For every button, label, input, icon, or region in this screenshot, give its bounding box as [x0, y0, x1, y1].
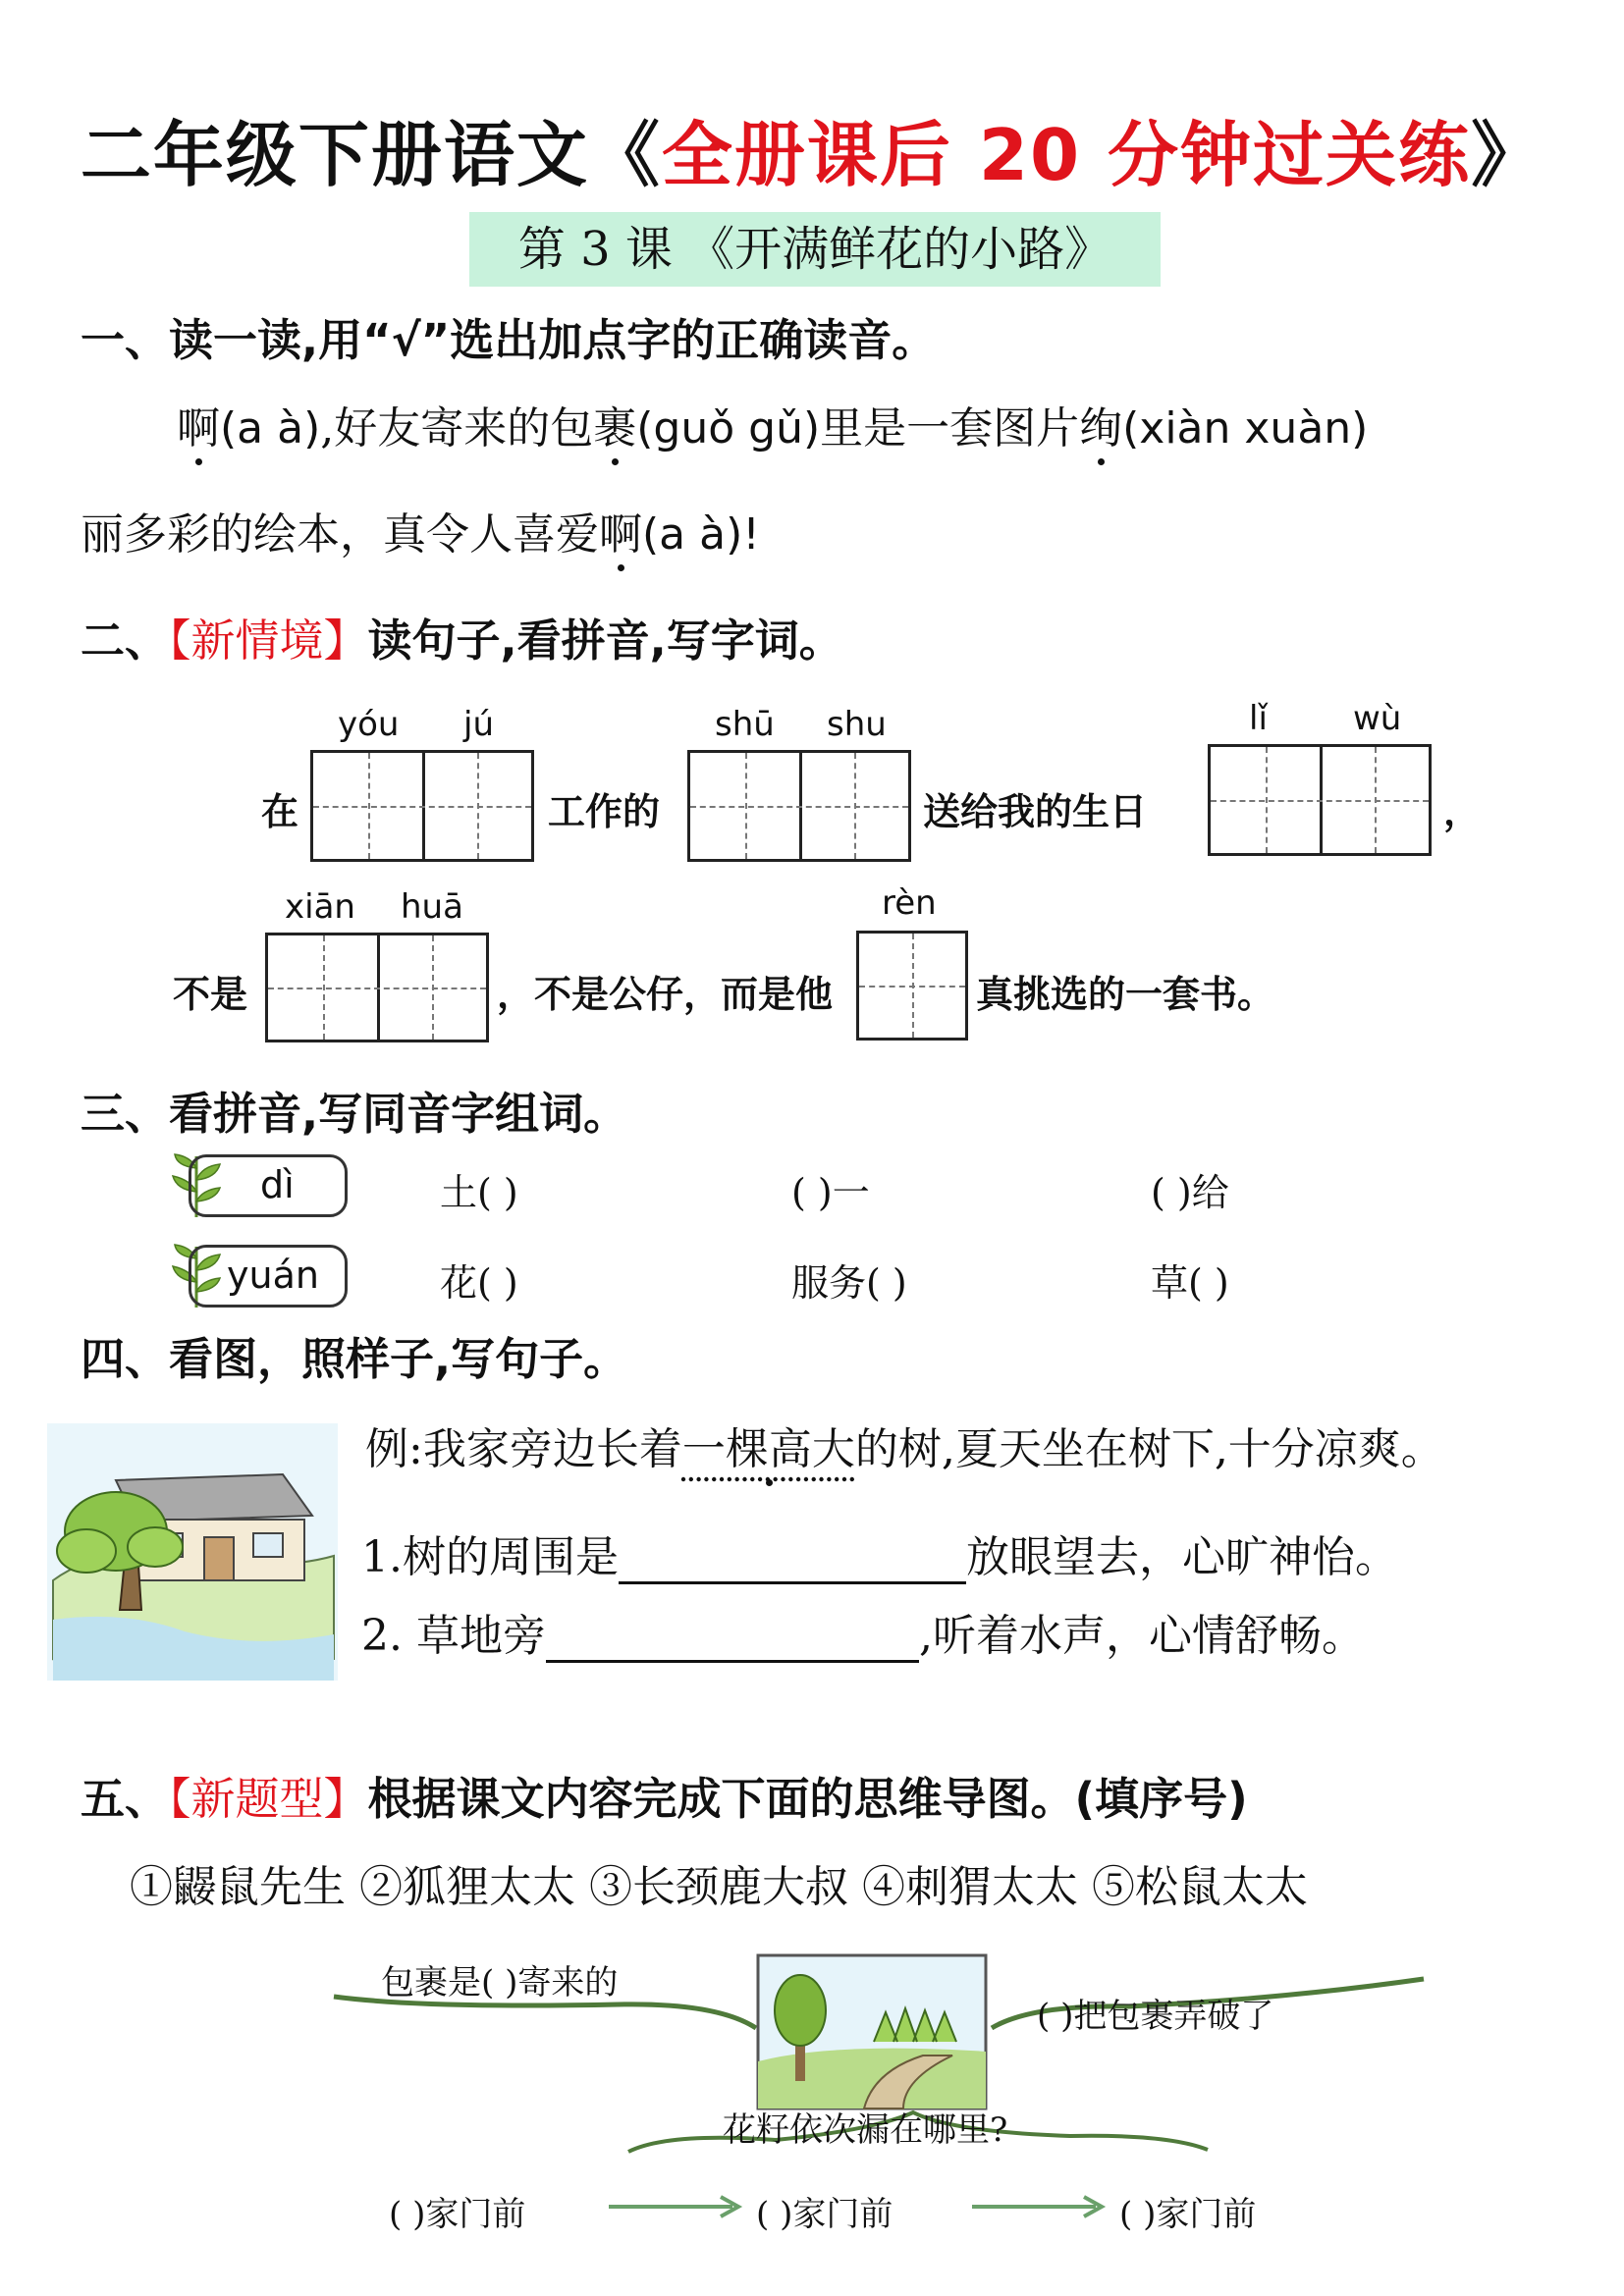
q1-line2 [81, 499, 760, 561]
word-blank[interactable]: ( )给 [1151, 1171, 1229, 1214]
word-blank[interactable]: ( )一 [791, 1171, 870, 1214]
q2-heading [81, 605, 843, 668]
pinyin-label: dì [260, 1163, 295, 1206]
pinyin-pill [189, 1154, 348, 1217]
q2-text: ， [1443, 789, 1482, 833]
writing-grid[interactable] [687, 750, 911, 862]
writing-grid[interactable] [1208, 744, 1432, 856]
q4-sentence-text: 2. 草地旁 [361, 1611, 546, 1661]
pinyin-label: xiān [285, 887, 355, 927]
page-title [0, 98, 1624, 200]
pinyin-label: yuán [227, 1254, 319, 1297]
q1-options-3[interactable]: (xiàn xuàn) [1122, 403, 1369, 454]
pinyin-label: rèn [882, 883, 937, 923]
q4-example-text: 例:我家旁边长着 [365, 1424, 682, 1474]
q1-text: 丽多彩的绘本，真令人喜爱 [81, 509, 599, 560]
q1-dot-char-1: 啊 [177, 393, 220, 455]
pinyin-pill [189, 1245, 348, 1308]
pinyin-label: shu [827, 705, 887, 744]
pinyin-label: wù [1353, 699, 1402, 738]
q4-sentence-text: 放眼望去，心旷神怡。 [965, 1532, 1398, 1582]
q5-num: 五、 [81, 1773, 170, 1825]
q2-heading-text: 读句子,看拼音,写字词。 [367, 614, 843, 667]
q1-options-2[interactable]: (guǒ gǔ) [636, 403, 821, 454]
pinyin-label: jú [463, 705, 494, 744]
map-sequence-1[interactable]: ( )家门前 [389, 2195, 526, 2234]
house-tree-illustration [47, 1423, 338, 1681]
q1-heading: 一、读一读,用“√”选出加点字的正确读音。 [81, 314, 937, 366]
q1-options-4[interactable]: (a à)! [642, 509, 760, 560]
q4-dotted-phrase: 一棵高大 [682, 1414, 855, 1476]
path-tree-illustration [756, 1953, 988, 2110]
pinyin-label: huā [401, 887, 463, 927]
map-branch-right[interactable]: ( )把包裹弄破了 [1037, 1997, 1274, 2036]
q5-tag: 【新题型】 [169, 1773, 368, 1825]
map-sequence-2[interactable]: ( )家门前 [756, 2195, 893, 2234]
word-blank[interactable]: 土( ) [440, 1171, 518, 1214]
q4-heading: 四、看图，照样子,写句子。 [81, 1333, 628, 1385]
map-center-question: 花籽依次漏在哪里? [723, 2110, 1008, 2150]
q2-num: 二、 [81, 614, 170, 667]
word-blank[interactable]: 花( ) [440, 1261, 518, 1305]
q1-dot-char-3: 绚 [1079, 393, 1122, 455]
lesson-subtitle: 第 3 课 《开满鲜花的小路》 [469, 212, 1161, 287]
q4-sentence-text: 1.树的周围是 [361, 1532, 619, 1582]
q5-heading [81, 1763, 1248, 1827]
answer-blank[interactable] [619, 1534, 966, 1584]
q2-text: ，不是公仔，而是他 [497, 972, 834, 1016]
q2-text: 送给我的生日 [923, 789, 1148, 833]
q2-text: 真挑选的一套书。 [976, 972, 1275, 1016]
q5-options: ①鼹鼠先生 ②狐狸太太 ③长颈鹿大叔 ④刺猬太太 ⑤松鼠太太 [130, 1862, 1308, 1912]
title-highlight: 全册课后 20 分钟过关练 [661, 114, 1472, 196]
q2-text: 不是 [173, 972, 248, 1016]
pinyin-label: lǐ [1249, 699, 1268, 738]
pinyin-label: yóu [338, 705, 400, 744]
word-blank[interactable]: 服务( ) [791, 1261, 907, 1305]
title-suffix: 》 [1471, 114, 1544, 196]
q1-dot-char-2: 裹 [593, 393, 636, 455]
q4-sentence-1 [361, 1522, 1398, 1584]
map-branch-left[interactable]: 包裹是( )寄来的 [381, 1963, 619, 2002]
writing-grid[interactable] [856, 931, 968, 1041]
answer-blank[interactable] [546, 1613, 919, 1663]
q1-text: ,好友寄来的包 [320, 403, 594, 454]
q4-sentence-2 [361, 1600, 1365, 1663]
q1-line1 [177, 393, 1368, 455]
q4-example [365, 1414, 1444, 1476]
q2-text: 在 [261, 789, 299, 833]
q1-dot-char-4: 啊 [599, 499, 642, 561]
q1-text: 里是一套图片 [820, 403, 1080, 454]
writing-grid[interactable] [310, 750, 534, 862]
q5-heading-text: 根据课文内容完成下面的思维导图。(填序号) [367, 1773, 1248, 1825]
map-sequence-3[interactable]: ( )家门前 [1119, 2195, 1257, 2234]
q2-tag: 【新情境】 [169, 614, 368, 667]
writing-grid[interactable] [265, 933, 489, 1042]
title-prefix: 二年级下册语文《 [80, 114, 662, 196]
q1-options-1[interactable]: (a à) [220, 403, 321, 454]
q4-sentence-text: ,听着水声，心情舒畅。 [918, 1611, 1365, 1661]
pinyin-label: shū [715, 705, 775, 744]
word-blank[interactable]: 草( ) [1151, 1261, 1229, 1305]
q4-example-text: 的树,夏天坐在树下,十分凉爽。 [854, 1424, 1444, 1474]
q3-heading: 三、看拼音,写同音字组词。 [81, 1088, 628, 1140]
q2-text: 工作的 [548, 789, 661, 833]
